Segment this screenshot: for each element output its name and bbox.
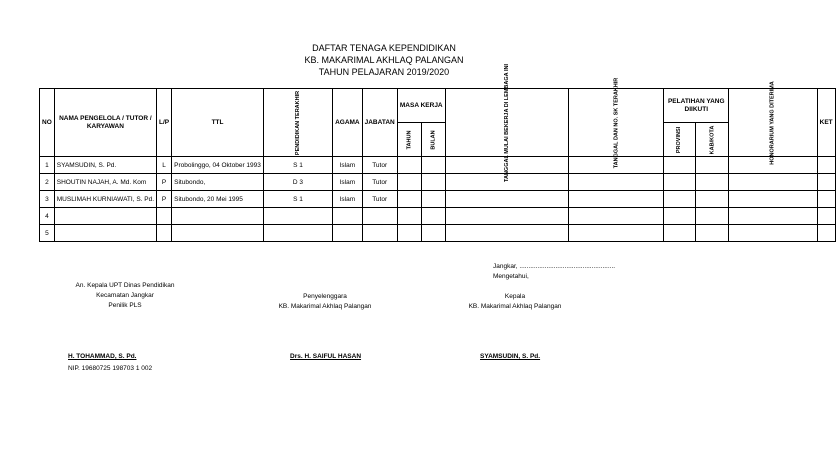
col-lp-header: L/P — [157, 89, 172, 157]
col-tahun-header: TAHUN — [406, 130, 413, 150]
mengetahui-label: Mengetahui, — [493, 273, 529, 280]
cell-no: 2 — [40, 174, 55, 191]
right-signer-name: SYAMSUDIN, S. Pd. — [480, 353, 541, 360]
col-pendidikan-header: PENDIDIKAN TERAKHIR — [294, 90, 301, 156]
col-bulan-header: BULAN — [430, 130, 437, 150]
cell-nama: SYAMSUDIN, S. Pd. — [54, 157, 156, 174]
cell-jabatan: Tutor — [362, 174, 397, 191]
cell-ttl: Situbondo, — [172, 174, 264, 191]
left-sig-line1: An. Kepala UPT Dinas Pendidikan — [75, 282, 175, 289]
cell-lp: P — [157, 174, 172, 191]
col-no-header: NO — [40, 89, 55, 157]
middle-signature-block — [250, 292, 400, 312]
place-date: Jangkar, ..................................................... — [493, 263, 616, 270]
cell-lp — [157, 208, 172, 225]
cell-lp: P — [157, 191, 172, 208]
cell-pendidikan — [263, 225, 332, 242]
cell-agama — [333, 208, 363, 225]
cell-agama — [333, 225, 363, 242]
col-nama-header: NAMA PENGELOLA / TUTOR / KARYAWAN — [54, 89, 156, 157]
doc-title-line2: KB. MAKARIMAL AKHLAQ PALANGAN — [304, 55, 464, 65]
cell-no: 3 — [40, 191, 55, 208]
col-ttl-header: TTL — [172, 89, 264, 157]
table-row — [40, 174, 836, 191]
cell-ttl: Situbondo, 20 Mei 1995 — [172, 191, 264, 208]
cell-agama: Islam — [333, 157, 363, 174]
cell-no: 1 — [40, 157, 55, 174]
table-row — [40, 191, 836, 208]
left-signature-block — [52, 281, 198, 311]
col-tanggal-mulai-header: TANGGAL MULAI BEKERJA DI LEMBAGA INI — [503, 64, 510, 182]
cell-ttl: Probolinggo, 04 Oktober 1993 — [172, 157, 264, 174]
table-row — [40, 225, 836, 242]
cell-jabatan — [362, 225, 397, 242]
middle-sig-line2: KB. Makarimal Akhlaq Palangan — [278, 303, 372, 310]
cell-lp: L — [157, 157, 172, 174]
col-masa-kerja-header: MASA KERJA — [397, 89, 445, 123]
middle-signer-name: Drs. H. SAIFUL HASAN — [290, 353, 362, 360]
cell-pendidikan — [263, 208, 332, 225]
left-signer-name: H. TOHAMMAD, S. Pd. — [68, 353, 137, 360]
col-provinsi-header: PROVINSI — [676, 126, 683, 154]
right-signature-block — [440, 292, 590, 312]
col-tanggal-sk-header: TANGGAL DAN NO. SK TERAKHIR — [613, 77, 620, 169]
table-row — [40, 208, 836, 225]
cell-jabatan: Tutor — [362, 191, 397, 208]
cell-jabatan — [362, 208, 397, 225]
col-ket-header: KET — [817, 89, 835, 157]
cell-nama — [54, 225, 156, 242]
cell-nama: MUSLIMAH KURNIAWATI, S. Pd. — [54, 191, 156, 208]
cell-agama: Islam — [333, 174, 363, 191]
doc-title-line1: DAFTAR TENAGA KEPENDIDIKAN — [312, 43, 456, 53]
col-jabatan-header: JABATAN — [362, 89, 397, 157]
cell-jabatan: Tutor — [362, 157, 397, 174]
table-row — [40, 157, 836, 174]
col-kabkota-header: KAB/KOTA — [708, 125, 715, 155]
right-sig-line1: Kepala — [504, 293, 526, 300]
col-honorarium-header: HONORARIUM YANG DITERIMA — [769, 81, 776, 165]
cell-lp — [157, 225, 172, 242]
cell-nama: SHOUTIN NAJAH, A. Md. Kom — [54, 174, 156, 191]
left-sig-line2: Kecamatan Jangkar — [96, 292, 154, 299]
doc-title-line3: TAHUN PELAJARAN 2019/2020 — [318, 67, 450, 77]
col-agama-header: AGAMA — [333, 89, 363, 157]
left-signer-nip: NIP. 19680725 198703 1 002 — [68, 365, 153, 372]
cell-no: 4 — [40, 208, 55, 225]
left-sig-line3: Penilik PLS — [108, 302, 142, 309]
cell-nama — [54, 208, 156, 225]
cell-no: 5 — [40, 225, 55, 242]
cell-ttl — [172, 225, 264, 242]
col-pelatihan-header: PELATIHAN YANG DIIKUTI — [664, 89, 729, 123]
right-sig-line2: KB. Makarimal Akhlaq Palangan — [468, 303, 562, 310]
cell-pendidikan: S 1 — [263, 191, 332, 208]
cell-pendidikan: D 3 — [263, 174, 332, 191]
cell-ttl — [172, 208, 264, 225]
middle-sig-line1: Penyelenggara — [303, 293, 347, 300]
cell-pendidikan: S 1 — [263, 157, 332, 174]
cell-agama: Islam — [333, 191, 363, 208]
